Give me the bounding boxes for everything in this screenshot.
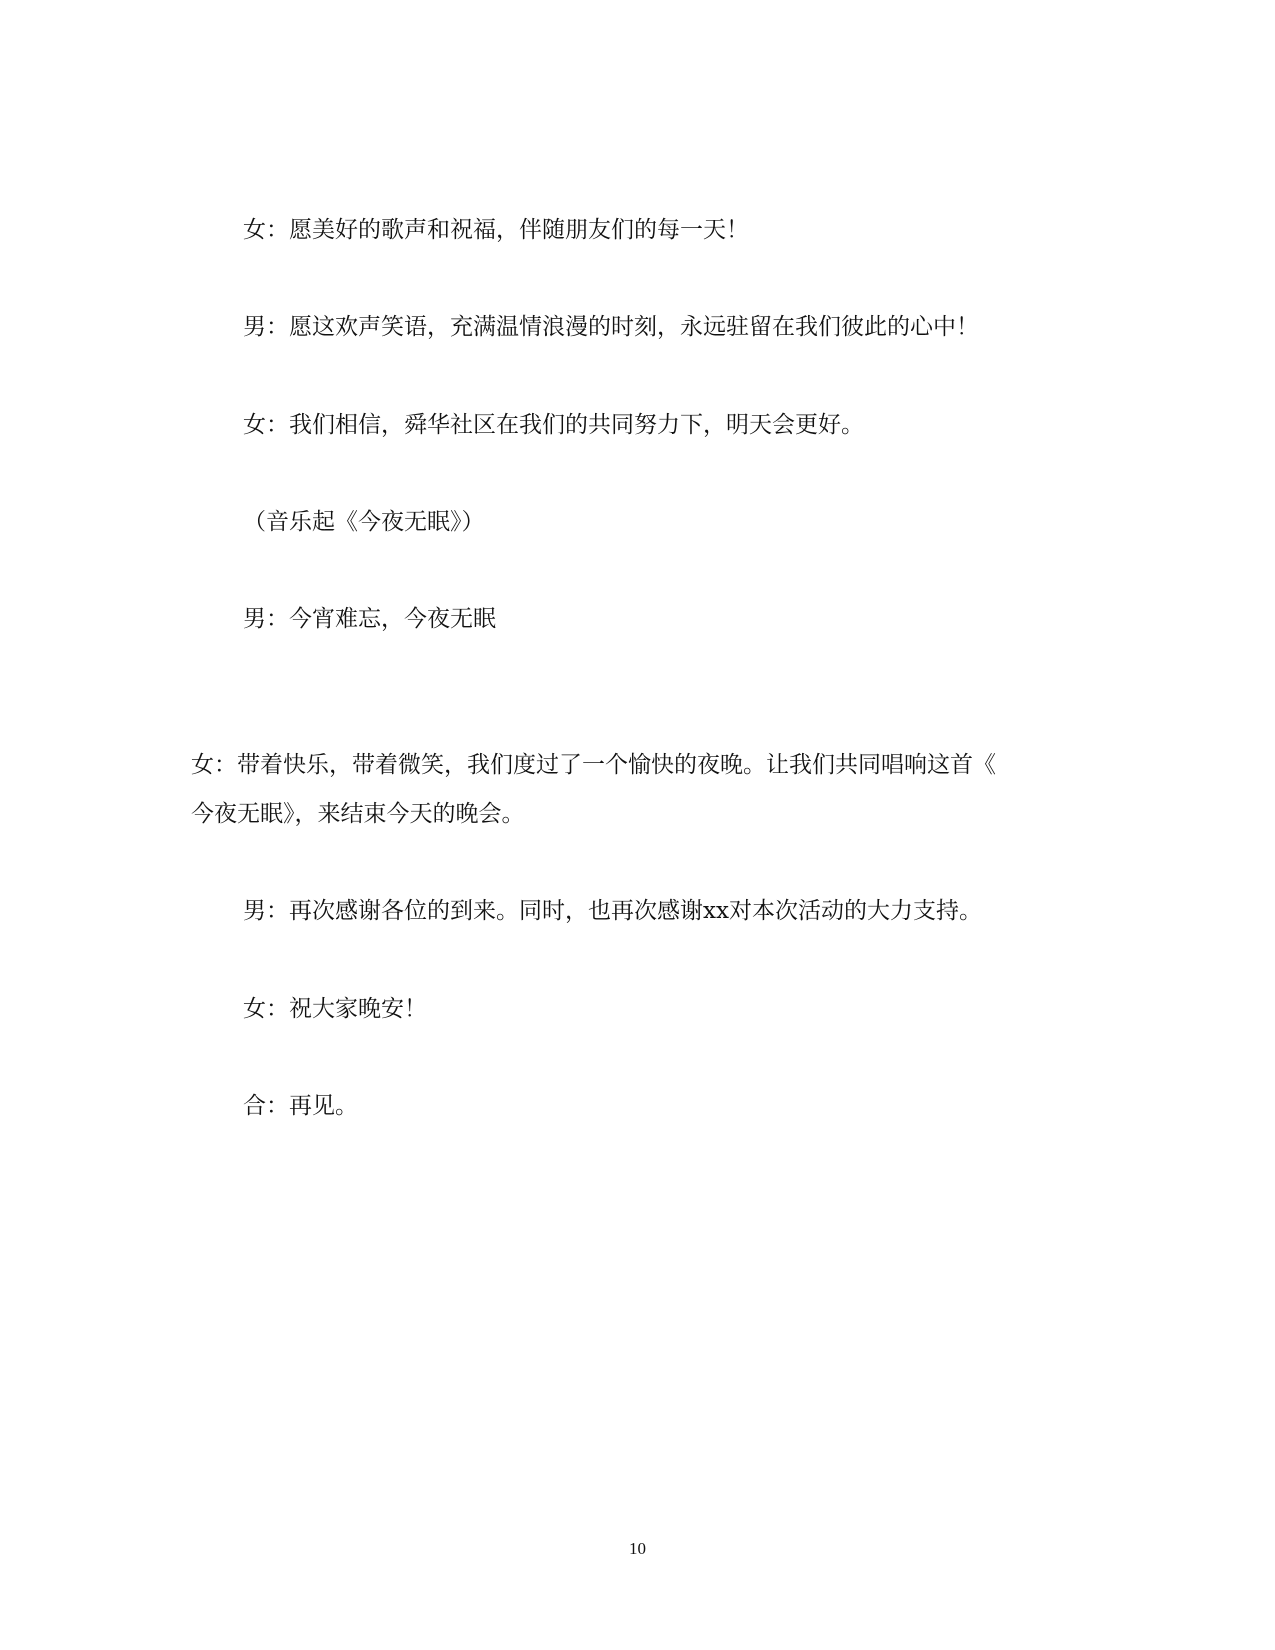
stage-direction: （音乐起《今夜无眠》） (243, 509, 485, 535)
dialogue-line: 女：祝大家晚安！ (243, 996, 427, 1022)
dialogue-line: 男：再次感谢各位的到来。同时，也再次感谢xx对本次活动的大力支持。 (243, 898, 982, 924)
dialogue-line: 合：再见。 (243, 1093, 358, 1119)
dialogue-line-continuation: 今夜无眠》，来结束今天的晚会。 (191, 801, 525, 827)
dialogue-line: 女：愿美好的歌声和祝福，伴随朋友们的每一天！ (243, 217, 749, 243)
dialogue-line: 男：愿这欢声笑语，充满温情浪漫的时刻，永远驻留在我们彼此的心中！ (243, 314, 979, 340)
page-number: 10 (629, 1539, 646, 1558)
dialogue-line: 女：我们相信，舜华社区在我们的共同努力下，明天会更好。 (243, 412, 864, 438)
dialogue-line: 男：今宵难忘，今夜无眠 (243, 606, 496, 632)
dialogue-line: 女：带着快乐，带着微笑，我们度过了一个愉快的夜晚。让我们共同唱响这首《 (191, 752, 996, 778)
